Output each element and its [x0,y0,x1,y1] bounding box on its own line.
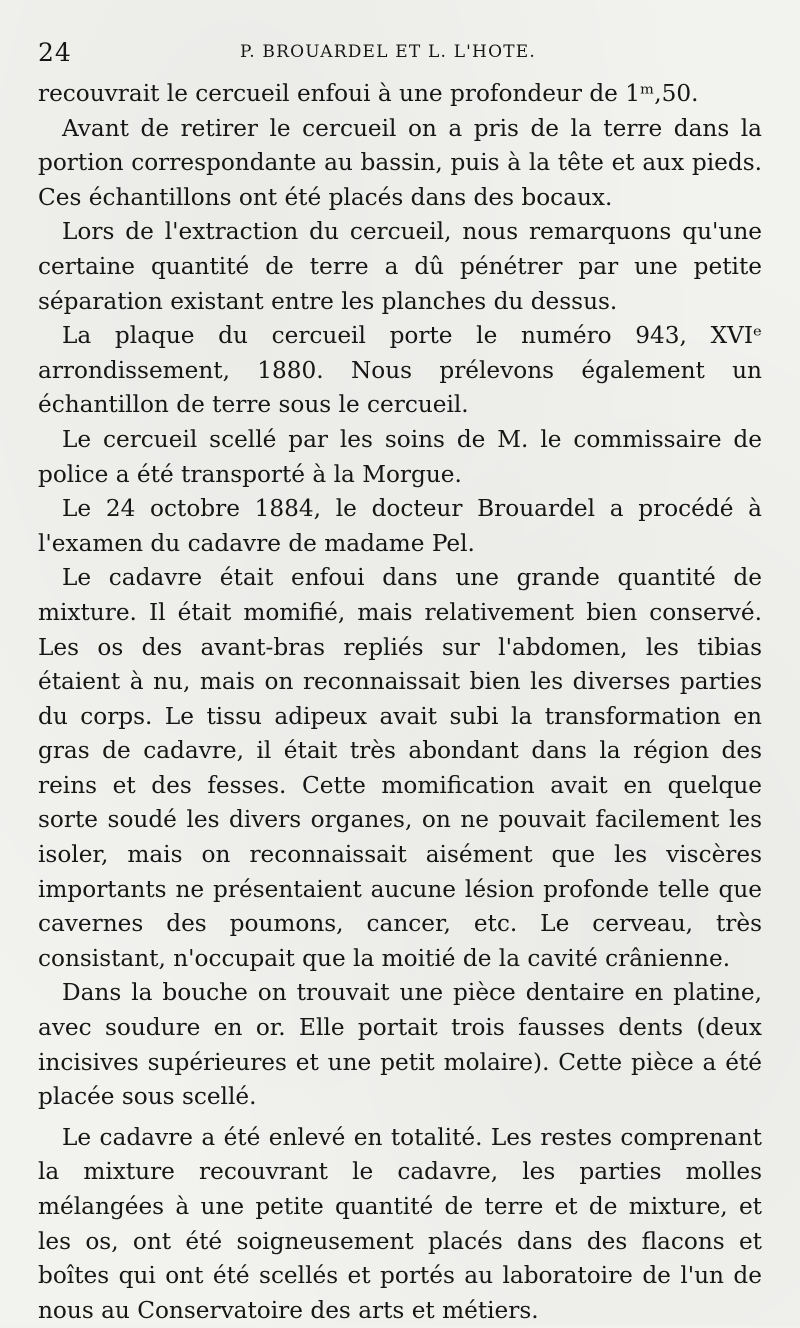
paragraph: Dans la bouche on trouvait une pièce dentaire en platine, avec soudure en or. Elle portait trois fausses dents (deux incisives supérieures et une petit molaire). Cette pièce a été placée sous scellé. [38,979,762,1111]
paragraph: Le 24 octobre 1884, le docteur Brouardel a procédé à l'examen du cadavre de madame Pel. [38,495,762,557]
paragraph: Le cadavre a été enlevé en totalité. Les restes comprenant la mixture recouvrant le cadavre, les parties molles mélangées à une petite quantité de terre et de mixture, et les os, ont été soigneusement placés dans des flacons et boîtes qui ont été scellés et portés au laboratoire de l'un de nous au Conservatoire des arts et métiers. [38,1123,762,1324]
body-text [38,77,762,1328]
paragraph-continuation: recouvrait le cercueil enfoui à une profondeur de 1ᵐ,50. [38,80,699,107]
paragraph: Avant de retirer le cercueil on a pris de la terre dans la portion correspondante au bassin, puis à la tête et aux pieds. Ces échantillons ont été placés dans des bocaux. [38,114,762,211]
running-header [38,38,758,66]
paragraph: Lors de l'extraction du cercueil, nous remarquons qu'une certaine quantité de terre a dû pénétrer par une petite séparation existant entre les planches du dessus. [38,218,762,315]
paragraph: La plaque du cercueil porte le numéro 943, XVIᵉ arrondissement, 1880. Nous prélevons également un échantillon de terre sous le cercueil. [38,322,762,419]
paragraph: Le cadavre était enfoui dans une grande quantité de mixture. Il était momifié, mais relativement bien conservé. Les os des avant-bras repliés sur l'abdomen, les tibias étaient à nu, mais on reconnaissait bien les diverses parties du corps. Le tissu adipeux avait subi la transformation en gras de cadavre, il était très abondant dans la région des reins et des fesses. Cette momification avait en quelque sorte soudé les divers organes, on ne pouvait facilement les isoler, mais on reconnaissait aisément que les viscères importants ne présentaient aucune lésion profonde telle que cavernes des poumons, cancer, etc. Le cerveau, très consistant, n'occupait que la moitié de la cavité crânienne. [38,564,762,972]
running-title: P. BROUARDEL ET L. L'HOTE. [240,42,536,62]
page-number: 24 [38,38,72,67]
paragraph: Le cercueil scellé par les soins de M. le commissaire de police a été transporté à la Morgue. [38,425,762,488]
